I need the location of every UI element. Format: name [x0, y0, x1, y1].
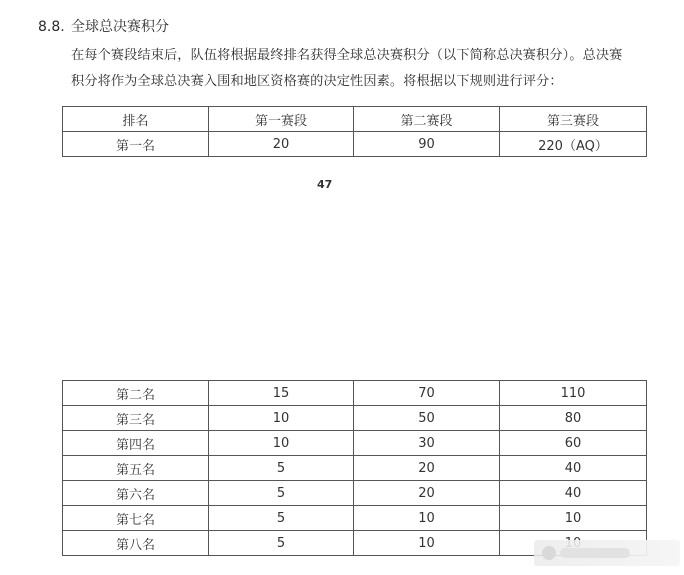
- paragraph-line: 积分将作为全球总决赛入围和地区资格赛的决定性因素。将根据以下规则进行评分：: [71, 74, 563, 89]
- cell-stage-1: 10: [209, 431, 354, 456]
- cell-stage-3: 40: [500, 456, 647, 481]
- table-row: [63, 481, 647, 506]
- cell-stage-1: 5: [209, 456, 354, 481]
- table-row: [63, 132, 647, 157]
- cell-stage-1: 15: [209, 381, 354, 406]
- header-rank: 排名: [63, 107, 209, 132]
- section-heading: [38, 17, 169, 37]
- header-stage-1: 第一赛段: [209, 107, 354, 132]
- cell-stage-2: 20: [354, 456, 500, 481]
- cell-stage-1: 5: [209, 531, 354, 556]
- points-table-top: [62, 106, 647, 157]
- table-header-row: [63, 107, 647, 132]
- cell-rank: 第八名: [63, 531, 209, 556]
- cell-stage-1: 5: [209, 481, 354, 506]
- watermark-logo-icon: [542, 546, 556, 560]
- table-row: [63, 406, 647, 431]
- cell-rank: 第四名: [63, 431, 209, 456]
- cell-rank: 第五名: [63, 456, 209, 481]
- cell-rank: 第三名: [63, 406, 209, 431]
- table-row: [63, 456, 647, 481]
- cell-stage-3: 40: [500, 481, 647, 506]
- cell-stage-2: 20: [354, 481, 500, 506]
- header-stage-3: 第三赛段: [500, 107, 647, 132]
- cell-stage-2: 30: [354, 431, 500, 456]
- paragraph-line: 在每个赛段结束后，队伍将根据最终排名获得全球总决赛积分（以下简称总决赛积分）。总决赛: [71, 48, 623, 63]
- table-row: [63, 431, 647, 456]
- page-number: 47: [317, 178, 333, 191]
- cell-stage-2: 10: [354, 506, 500, 531]
- cell-stage-3: 80: [500, 406, 647, 431]
- cell-stage-1: 10: [209, 406, 354, 431]
- section-title: 全球总决赛积分: [71, 19, 169, 35]
- cell-rank: 第二名: [63, 381, 209, 406]
- table-row: [63, 506, 647, 531]
- watermark-overlay: [534, 540, 680, 566]
- cell-rank: 第一名: [63, 132, 209, 157]
- cell-rank: 第七名: [63, 506, 209, 531]
- cell-stage-2: 50: [354, 406, 500, 431]
- cell-stage-3: 60: [500, 431, 647, 456]
- cell-stage-3: 10: [500, 506, 647, 531]
- cell-stage-1: 5: [209, 506, 354, 531]
- cell-stage-2: 10: [354, 531, 500, 556]
- table-row: [63, 381, 647, 406]
- cell-stage-3: 220（AQ）: [500, 132, 647, 157]
- header-stage-2: 第二赛段: [354, 107, 500, 132]
- cell-stage-1: 20: [209, 132, 354, 157]
- cell-stage-2: 70: [354, 381, 500, 406]
- cell-stage-2: 90: [354, 132, 500, 157]
- cell-stage-3: 110: [500, 381, 647, 406]
- cell-rank: 第六名: [63, 481, 209, 506]
- watermark-blur: [560, 548, 630, 558]
- section-number: 8.8.: [38, 19, 65, 35]
- intro-paragraph: [71, 43, 651, 95]
- points-table-continued: [62, 380, 647, 556]
